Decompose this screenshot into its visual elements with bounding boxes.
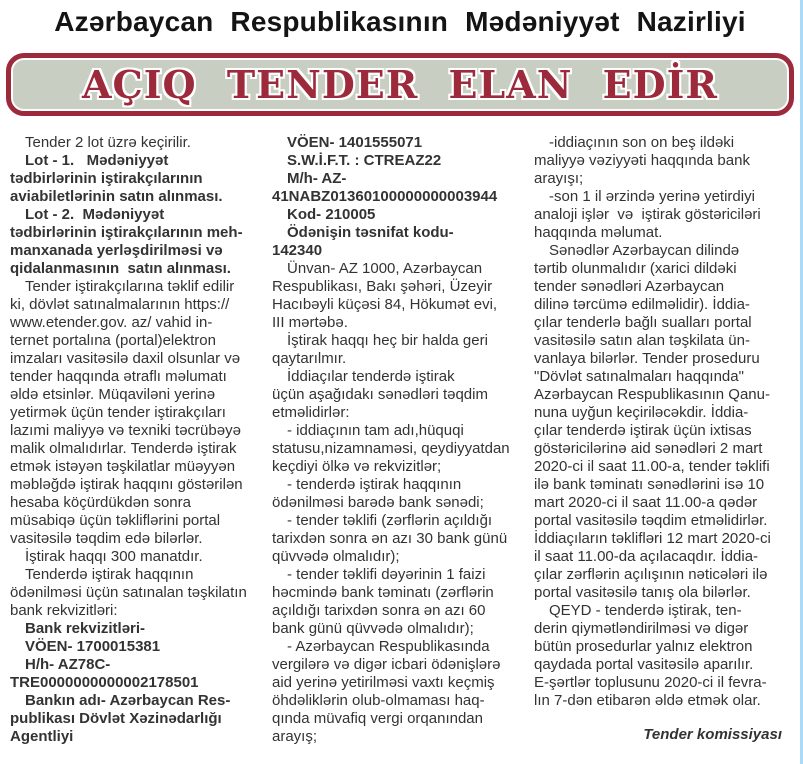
text-line: üçün aşağıdakı sənədləri təqdim	[272, 386, 488, 403]
column-3	[534, 134, 786, 746]
text-line: İddiaçılar tenderdə iştirak	[287, 368, 455, 385]
paragraph	[272, 332, 524, 368]
paragraph	[10, 152, 262, 206]
paragraph	[10, 656, 262, 692]
text-line: - Azərbaycan Respublikasında	[287, 638, 490, 655]
text-line: III mərtəbə.	[272, 314, 348, 331]
column-1	[10, 134, 262, 746]
text-line: Tenderdə iştirak haqqının	[25, 566, 194, 583]
text-line: aid yerinə yetirilməsi vaxtı keçmiş	[272, 674, 495, 691]
text-columns	[0, 116, 800, 746]
text-line: - tender təklifi (zərflərin açıldığı	[287, 512, 493, 529]
text-line: arayışı;	[534, 170, 584, 187]
text-line: çılar zərflərin açılışının nəticələri ilə	[534, 566, 768, 583]
paragraph	[10, 548, 262, 566]
text-line: Ödənişin təsnifat kodu-	[287, 224, 454, 241]
paragraph	[10, 206, 262, 278]
text-line: tender haqqında ətraflı məlumatı	[10, 368, 227, 385]
paragraph	[10, 692, 262, 746]
text-line: ternet portalına (portal)elektron	[10, 332, 216, 349]
text-line: öhdəliklərin olub-olmaması haq-	[272, 692, 485, 709]
paragraph	[534, 726, 786, 744]
text-line: VÖEN- 1700015381	[25, 638, 161, 655]
text-line: E-şərtlər toplusunu 2020-ci il fevra-	[534, 674, 767, 691]
text-line: Lot - 1. Mədəniyyət	[25, 152, 169, 169]
text-line: 41NABZ01360100000000003944	[272, 188, 498, 205]
paragraph	[272, 512, 524, 566]
text-line: portal vasitəsilə tanış ola bilərlər.	[534, 584, 751, 601]
text-line: bütün prosedurlar yalnız elektron	[534, 638, 753, 655]
text-line: Respublikası, Bakı şəhəri, Üzeyir	[272, 278, 493, 295]
text-line: publikası Dövlət Xəzinədarlığı	[10, 710, 222, 727]
text-line: tender sənədləri Azərbaycan	[534, 278, 725, 295]
paragraph	[10, 638, 262, 656]
text-line: göstəricilərinə aid sənədləri 2 mart	[534, 440, 763, 457]
text-line: malik olmalıdırlar. Tenderdə iştirak	[10, 440, 237, 457]
text-line: - tenderdə iştirak haqqının	[287, 476, 462, 493]
text-line: qüvvədə olmalıdır);	[272, 548, 400, 565]
text-line: lazımi maliyyə və texniki təcrübəyə	[10, 422, 241, 439]
text-line: bank günü qüvvədə olmalıdır);	[272, 620, 474, 637]
text-line: mart 2020-ci il saat 11.00-a qədər	[534, 494, 758, 511]
text-line: - iddiaçının tam adı,hüquqi	[287, 422, 464, 439]
paragraph	[272, 152, 524, 170]
paragraph	[272, 638, 524, 746]
text-line: QEYD - tenderdə iştirak, ten-	[549, 602, 742, 619]
text-line: tarixdən sonra ən azı 30 bank günü	[272, 530, 508, 547]
text-line: 2020-ci il saat 11.00-a, tender təklifi	[534, 458, 770, 475]
text-line: nuna uyğun keçiriləcəkdir. İddia-	[534, 404, 749, 421]
text-line: yetirmək üçün tender iştirakçıları	[10, 404, 226, 421]
text-line: arayış;	[272, 728, 318, 745]
paragraph	[534, 242, 786, 602]
text-line: məbləğdə iştirak haqqını göstərilən	[10, 476, 243, 493]
text-line: vasitəsilə satın alan təşkilata ün-	[534, 332, 750, 349]
paragraph	[272, 170, 524, 206]
text-line: M/h- AZ-	[287, 170, 347, 187]
text-line: "Dövlət satınalmaları haqqında"	[534, 368, 744, 385]
paragraph	[272, 368, 524, 422]
text-line: çılar tenderlə bağlı sualları portal	[534, 314, 752, 331]
text-line: -son 1 il ərzində yerinə yetirdiyi	[549, 188, 755, 205]
paragraph	[272, 260, 524, 332]
text-line: statusu,nizamnaməsi, qeydiyyatdan	[272, 440, 510, 457]
text-line: vasitəsilə təqdim edə bilərlər.	[10, 530, 203, 547]
text-line: bank rekvizitləri:	[10, 602, 118, 619]
text-line: Bankın adı- Azərbaycan Res-	[25, 692, 231, 709]
text-line: 142340	[272, 242, 323, 259]
paragraph	[272, 224, 524, 260]
text-line: açıldığı tarixdən sonra ən azı 60	[272, 602, 486, 619]
text-line: Agentliyi	[10, 728, 74, 745]
text-line: portal vasitəsilə təqdim etməlidirlər.	[534, 512, 768, 529]
text-line: qında müvafiq vergi orqanından	[272, 710, 483, 727]
text-line: qaytarılmır.	[272, 350, 347, 367]
page-title: Azərbaycan Respublikasının Mədəniyyət Nazirliyi	[54, 6, 746, 37]
text-line: VÖEN- 1401555071	[287, 134, 423, 151]
paragraph	[534, 188, 786, 242]
text-line: çılar tenderdə iştirak üçün ixtisas	[534, 422, 752, 439]
text-line: etmək istəyən təşkilatlar müəyyən	[10, 458, 236, 475]
text-line: H/h- AZ78C-	[25, 656, 111, 673]
text-line: İddiaçıların təklifləri 12 mart 2020-ci	[534, 530, 771, 547]
text-line: imzaları vasitəsilə daxil olsunlar və	[10, 350, 241, 367]
text-line: analoji işlər və iştirak göstəriciləri	[534, 206, 761, 223]
paragraph	[272, 566, 524, 638]
text-line: ödənilməsi üçün satınalan təşkilatın	[10, 584, 247, 601]
text-line: vergilərə və digər icbari ödənişlərə	[272, 656, 501, 673]
paragraph	[10, 566, 262, 620]
text-line: - tender təklifi dəyərinin 1 faizi	[287, 566, 486, 583]
text-line: əldə etsinlər. Müqaviləni yerinə	[10, 386, 216, 403]
paragraph	[272, 422, 524, 476]
text-line: ki, dövlət satınalmalarının https://	[10, 296, 230, 313]
paragraph	[272, 206, 524, 224]
text-line: dilinə tərcümə edilməlidir). İddia-	[534, 296, 750, 313]
paragraph	[534, 134, 786, 188]
text-line: TRE0000000000002178501	[10, 674, 199, 691]
paragraph	[534, 602, 786, 710]
text-line: Sənədlər Azərbaycan dilində	[549, 242, 740, 259]
text-line: ödənilməsi barədə bank sənədi;	[272, 494, 484, 511]
text-line: həcmində bank təminatı (zərflərin	[272, 584, 494, 601]
text-line: İştirak haqqı 300 manatdır.	[25, 548, 203, 565]
text-line: S.W.İ.F.T. : CTREAZ22	[287, 152, 442, 169]
text-line: Bank rekvizitləri-	[25, 620, 146, 637]
text-line: Tender 2 lot üzrə keçirilir.	[25, 134, 191, 151]
text-line: Ünvan- AZ 1000, Azərbaycan	[287, 260, 483, 277]
text-line: -iddiaçının son on beş ildəki	[549, 134, 735, 151]
text-line: haqqında məlumat.	[534, 224, 663, 241]
paragraph	[10, 278, 262, 548]
tender-banner	[6, 53, 794, 116]
paragraph	[272, 134, 524, 152]
text-line: tədbirlərinin iştirakçılarının meh-	[10, 224, 243, 241]
paragraph	[10, 134, 262, 152]
text-line: İştirak haqqı heç bir halda geri	[287, 332, 488, 349]
text-line: tədbirlərinin iştirakçılarının	[10, 170, 203, 187]
text-line: Lot - 2. Mədəniyyət	[25, 206, 165, 223]
text-line: qaydada portal vasitəsilə aparılır.	[534, 656, 754, 673]
text-line: etməlidirlər:	[272, 404, 350, 421]
text-line: hesaba köçürdükdən sonra	[10, 494, 191, 511]
text-line: maliyyə vəziyyəti haqqında bank	[534, 152, 750, 169]
text-line: Kod- 210005	[287, 206, 376, 223]
text-line: müsabiqə üçün təkliflərini portal	[10, 512, 221, 529]
text-line: qidalanmasının satın alınması.	[10, 260, 231, 277]
text-line: tərtib olunmalıdır (xarici dildəki	[534, 260, 737, 277]
text-line: manxanada yerləşdirilməsi və	[10, 242, 223, 259]
text-line: il saat 11.00-da açılacaqdır. İddia-	[534, 548, 759, 565]
banner-text: AÇIQ TENDER ELAN EDİR	[82, 62, 718, 107]
text-line: keçdiyi ölkə və rekvizitlər;	[272, 458, 442, 475]
text-line: ilə bank təminatı sənədlərini isə 10	[534, 476, 765, 493]
text-line: Azərbaycan Respublikasının Qanu-	[534, 386, 770, 403]
text-line: Hacıbəyli küçəsi 84, Hökumət evi,	[272, 296, 498, 313]
text-line: www.etender.gov. az/ vahid in-	[10, 314, 213, 331]
text-line: Tender iştirakçılarına təklif edilir	[25, 278, 235, 295]
text-line: Tender komissiyası	[643, 726, 782, 743]
column-2	[272, 134, 524, 746]
paragraph	[272, 476, 524, 512]
text-line: aviabiletlərinin satın alınması.	[10, 188, 223, 205]
text-line: vanlaya bilərlər. Tender proseduru	[534, 350, 760, 367]
text-line: lın 7-dən etibarən əldə etmək olar.	[534, 692, 761, 709]
paragraph	[10, 620, 262, 638]
text-line: derin qiymətləndirilməsi və digər	[534, 620, 749, 637]
